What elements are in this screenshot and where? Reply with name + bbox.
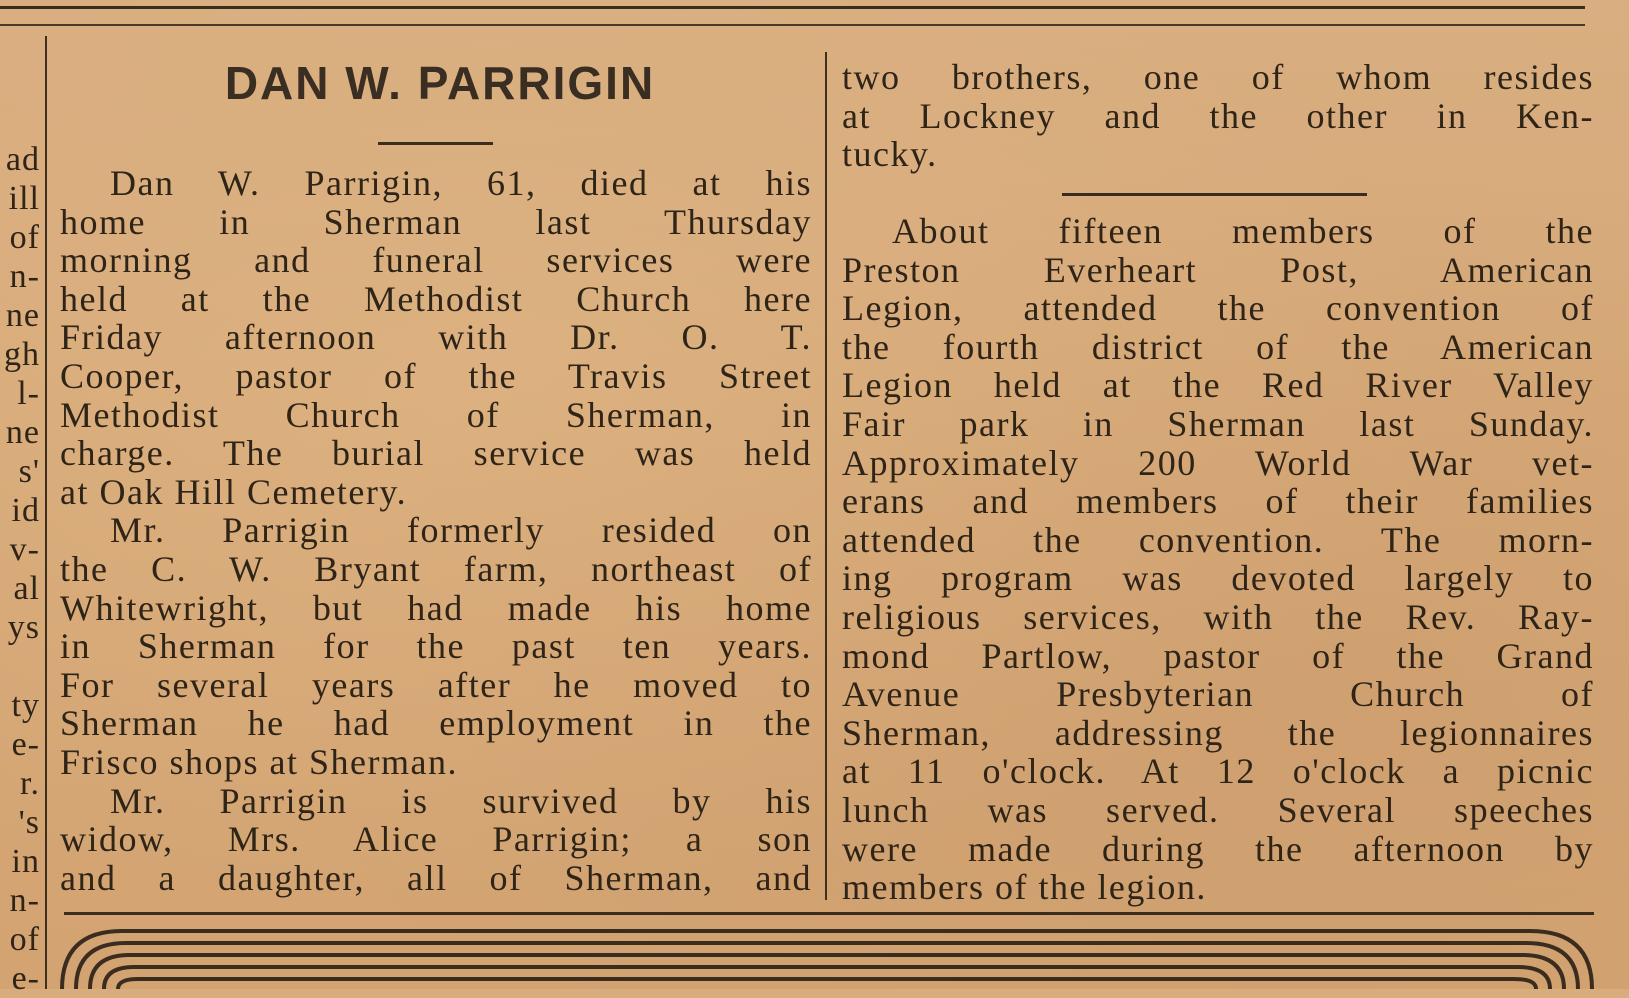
obituary-column-1-line: at Oak Hill Cemetery.: [60, 471, 408, 512]
edge-text-fragment: v-: [9, 531, 40, 568]
legion-item-line: were made during the afternoon by: [842, 828, 1594, 869]
obituary-column-1-line: For several years after he moved to: [60, 664, 812, 705]
obituary-column-1-line: Friday afternoon with Dr. O. T.: [60, 317, 812, 358]
legion-item-line: Legion, attended the convention of: [842, 288, 1594, 329]
obituary-column-1-line: Sherman he had employment in the: [60, 703, 812, 744]
item-separator-rule: [1062, 193, 1367, 196]
top-rule-thin: [0, 24, 1585, 26]
obituary-column-1-line: Methodist Church of Sherman, in: [60, 394, 812, 435]
edge-text-fragment: r.: [20, 765, 40, 802]
edge-text-fragment: id: [11, 492, 40, 529]
legion-item-line: at 11 o'clock. At 12 o'clock a picnic: [842, 751, 1594, 792]
obituary-column-1-line: the C. W. Bryant farm, northeast of: [60, 548, 812, 589]
edge-text-fragment: 's: [18, 804, 40, 841]
edge-text-fragment: of: [9, 219, 40, 256]
legion-news-item: [842, 212, 1594, 907]
edge-text-fragment: l-: [17, 375, 40, 412]
obituary-column-1-line: home in Sherman last Thursday: [60, 201, 812, 242]
column-divider-middle: [825, 52, 827, 900]
legion-item-line: lunch was served. Several speeches: [842, 789, 1594, 830]
headline-separator-rule: [378, 142, 493, 145]
legion-item-line: religious services, with the Rev. Ray-: [842, 596, 1594, 637]
edge-text-fragment: ty: [11, 687, 40, 724]
edge-text-fragment: al: [13, 570, 40, 607]
decorative-border-ornament: [60, 925, 1595, 989]
legion-item-line: mond Partlow, pastor of the Grand: [842, 635, 1594, 676]
obituary-continuation-line: two brothers, one of whom resides: [842, 57, 1594, 97]
obituary-column-1-line: Cooper, pastor of the Travis Street: [60, 355, 812, 396]
obituary-column-1: [60, 164, 812, 897]
obituary-column-1-line: charge. The burial service was held: [60, 433, 812, 474]
edge-text-fragment: ad: [5, 141, 40, 178]
adjacent-column-edge-text: [0, 140, 40, 998]
legion-item-line: the fourth district of the American: [842, 326, 1594, 367]
obituary-continuation-line: tucky.: [842, 134, 938, 175]
edge-text-fragment: ys: [7, 609, 40, 646]
edge-text-fragment: n-: [9, 258, 40, 295]
edge-text-fragment: gh: [4, 336, 40, 373]
obituary-column-1-line: Whitewright, but had made his home: [60, 587, 812, 628]
obituary-column-1-line: Mr. Parrigin formerly resided on: [110, 510, 812, 551]
edge-text-fragment: n-: [9, 882, 40, 919]
edge-text-fragment: ill: [8, 180, 40, 217]
legion-item-line: Approximately 200 World War vet-: [842, 442, 1594, 483]
column-divider-left: [45, 36, 47, 989]
edge-text-fragment: ne: [5, 297, 40, 334]
obituary-column-1-line: Mr. Parrigin is survived by his: [110, 780, 812, 821]
obituary-continuation-line: at Lockney and the other in Ken-: [842, 95, 1594, 136]
edge-text-fragment: e-: [11, 726, 40, 763]
edge-text-fragment: s': [18, 453, 40, 490]
obituary-column-1-line: Frisco shops at Sherman.: [60, 741, 458, 782]
edge-text-fragment: of: [9, 921, 40, 958]
bottom-rule: [64, 912, 1594, 915]
edge-text-fragment: ne: [5, 414, 40, 451]
legion-item-line: Avenue Presbyterian Church of: [842, 674, 1594, 715]
edge-text-fragment: in: [11, 843, 40, 880]
legion-item-line: Fair park in Sherman last Sunday.: [842, 403, 1594, 444]
obituary-column-1-line: Dan W. Parrigin, 61, died at his: [110, 163, 812, 203]
legion-item-line: Sherman, addressing the legionnaires: [842, 712, 1594, 753]
obituary-column-1-line: widow, Mrs. Alice Parrigin; a son: [60, 819, 812, 860]
legion-item-line: members of the legion.: [842, 867, 1207, 908]
legion-item-line: About fifteen members of the: [892, 211, 1594, 251]
obituary-column-1-line: held at the Methodist Church here: [60, 278, 812, 319]
legion-item-line: erans and members of their families: [842, 481, 1594, 522]
obituary-column-1-line: and a daughter, all of Sherman, and: [60, 857, 812, 898]
obituary-column-1-line: morning and funeral services were: [60, 240, 812, 281]
legion-item-line: Preston Everheart Post, American: [842, 249, 1594, 290]
top-rule: [0, 6, 1585, 9]
obituary-headline: DAN W. PARRIGIN: [224, 57, 656, 109]
obituary-column-1-line: in Sherman for the past ten years.: [60, 626, 812, 667]
edge-text-fragment: e-: [11, 960, 40, 997]
legion-item-line: Legion held at the Red River Valley: [842, 365, 1594, 406]
edge-text-fragment: [0, 647, 40, 686]
obituary-column-2-continuation: [842, 58, 1594, 174]
legion-item-line: ing program was devoted largely to: [842, 558, 1594, 599]
legion-item-line: attended the convention. The morn-: [842, 519, 1594, 560]
